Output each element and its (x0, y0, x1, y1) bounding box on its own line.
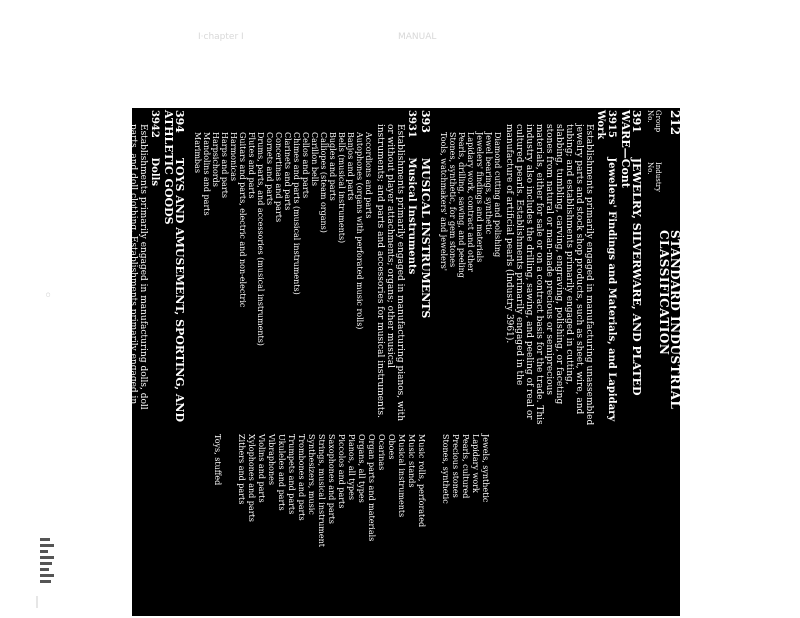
industry-title: Dolls (149, 157, 160, 187)
group-title: TOYS AND AMUSEMENT, SPORTING, AND ATHLETIC GOODS (162, 110, 186, 422)
list-item: Pianos, all types (347, 434, 356, 500)
list-item: Toys, stuffed (213, 434, 222, 486)
industry-number: 3931 (406, 110, 417, 138)
list-item: Musical instruments (397, 434, 406, 518)
group-no-header: Group No. (646, 110, 662, 133)
list-item: Autophones (organs with perforated music rolls) (355, 132, 364, 330)
list-item: Xylophones and parts (247, 434, 256, 522)
list-item: Bugles and parts (328, 132, 337, 201)
industry-heading (149, 110, 160, 428)
list-item: Music stands (407, 434, 416, 488)
list-item: Mandolins and parts (202, 132, 211, 216)
list-item: Cellos and parts (301, 132, 310, 199)
industry-description: Establishments primarily engaged in manufacturing unassembled jewelry parts and stock shop products, such as sheet, wire, and tubing; and establishments primarily engaged in cutting, slabbing, tumbling, carving, engraving, polishing, or faceting stones from natural or man-made precious or semiprecious materials, either for sale or on a contract basis for the trade. This industry also includes the drilling, sawing, and peeling of real or cultured pearls. Establishments primarily engaged in the manufacture of artificial pearls (Industry 3961). (504, 124, 594, 426)
industry-description: Establishments primarily engaged in manufacturing pianos, with or without player attachments; organs; other musical instruments; and parts and accessories for musical instruments. (375, 124, 405, 421)
binder-hole-mark: ◦ (44, 288, 53, 304)
list-item: Harps and parts (220, 132, 229, 198)
list-item: Trombones and parts (297, 434, 306, 521)
industry-item-list (439, 110, 502, 428)
running-head: STANDARD INDUSTRIAL CLASSIFICATION (657, 230, 682, 410)
list-item: Synthesizers, music (307, 434, 316, 515)
main-column (98, 110, 680, 428)
page-top-row (657, 110, 682, 428)
list-item: Calliopes (steam organs) (319, 132, 328, 233)
list-item: Jewelers' findings and materials (475, 132, 484, 263)
list-item: Stones, synthetic, for gem stones (448, 132, 457, 268)
rotated-page-content (98, 108, 682, 616)
list-item: Concertinas and parts (274, 132, 283, 223)
faint-header-left: I·chapter I (198, 32, 244, 42)
group-heading (620, 110, 642, 428)
list-item: Strings, musical instrument (317, 434, 326, 547)
list-item: Tools, watchmakers' and jewelers' (439, 132, 448, 271)
industry-item-list (98, 110, 116, 428)
list-item: cept wigs (98, 132, 107, 171)
column-headers (644, 110, 664, 428)
faint-header-right: MANUAL (398, 32, 437, 42)
industry-number: 3915 (606, 110, 617, 138)
list-item: Saxophones and parts (327, 434, 336, 524)
list-item: Carillon bells (310, 132, 319, 186)
scanned-page (98, 108, 682, 616)
list-item: Violins and parts (257, 434, 266, 503)
industry-description: Establishments primarily engaged in manufacturing dolls, doll parts, and doll clothing. Establishments primarily engaged in manufacturing stuffed toys are also included in this industry. (118, 124, 148, 410)
list-item: Bells (musical instruments) (337, 132, 346, 244)
scan-artifact (36, 596, 38, 608)
list-item: Jewel bearings, synthetic (484, 132, 493, 235)
list-item: Jewels, synthetic (481, 434, 490, 503)
list-item: Guitars and parts, electric and non-electric (238, 132, 247, 308)
industry-item-list (193, 110, 373, 428)
industry-heading (406, 110, 417, 428)
list-item: Diamond cutting and polishing (493, 132, 502, 258)
list-item: Marimbas (193, 132, 202, 173)
group-number: 393 (419, 110, 432, 133)
group-number: 391 (630, 110, 643, 133)
list-item: Piccolos and parts (337, 434, 346, 509)
list-item: Stones, synthetic (441, 434, 450, 504)
industry-title: Musical Instruments (406, 157, 417, 275)
list-item: Ukuleles and parts (277, 434, 286, 511)
list-item: Flutes and parts (247, 132, 256, 199)
list-item: Lapidary work, contract and other (466, 132, 475, 272)
industry-title: Jewelers' Findings and Materials, and Lapidary Work (595, 110, 617, 422)
list-item: Oboes (387, 434, 396, 460)
list-item: Organs, all types (357, 434, 366, 503)
list-item: Doll clothing, and doll clothing ex- (107, 132, 116, 272)
group-title: MUSICAL INSTRUMENTS (419, 157, 432, 319)
group-heading (420, 110, 431, 428)
group-number: 394 (173, 110, 186, 133)
list-item: Music rolls, perforated (417, 434, 426, 528)
industry-number: 3942 (149, 110, 160, 138)
list-item: Harpsichords (211, 132, 220, 187)
list-item: Pearls, cultured (461, 434, 470, 499)
list-item: Vibraphones (267, 434, 276, 485)
list-item: Accordions and parts (364, 132, 373, 219)
industry-no-header: Industry No. (646, 162, 662, 192)
list-item: Zithers and parts (237, 434, 246, 505)
group-heading (163, 110, 185, 428)
list-item: Ocarinas (377, 434, 386, 471)
list-item: Clarinets and parts (283, 132, 292, 211)
right-column (212, 434, 680, 614)
list-item: Pearls, drilling, sawing, and peeling (457, 132, 466, 278)
list-item: Organ parts and materials (367, 434, 376, 542)
list-item: Chimes and parts (musical instruments) (292, 132, 301, 295)
list-item: Harmonicas (229, 132, 238, 182)
list-item: Banjos and parts (346, 132, 355, 201)
list-item: Trumpets and parts (287, 434, 296, 515)
list-item: Cornets and parts (265, 132, 274, 206)
industry-heading (595, 110, 617, 428)
list-item: Lapidary work (471, 434, 480, 493)
list-item: Precious stones (451, 434, 460, 498)
faint-running-header (0, 32, 800, 46)
group-title: JEWELRY, SILVERWARE, AND PLATED WARE—Cont (619, 110, 643, 396)
page-number: 212 (668, 110, 682, 136)
list-item: Drums, parts, and accessories (musical instruments) (256, 132, 265, 346)
margin-barcode (40, 538, 56, 606)
